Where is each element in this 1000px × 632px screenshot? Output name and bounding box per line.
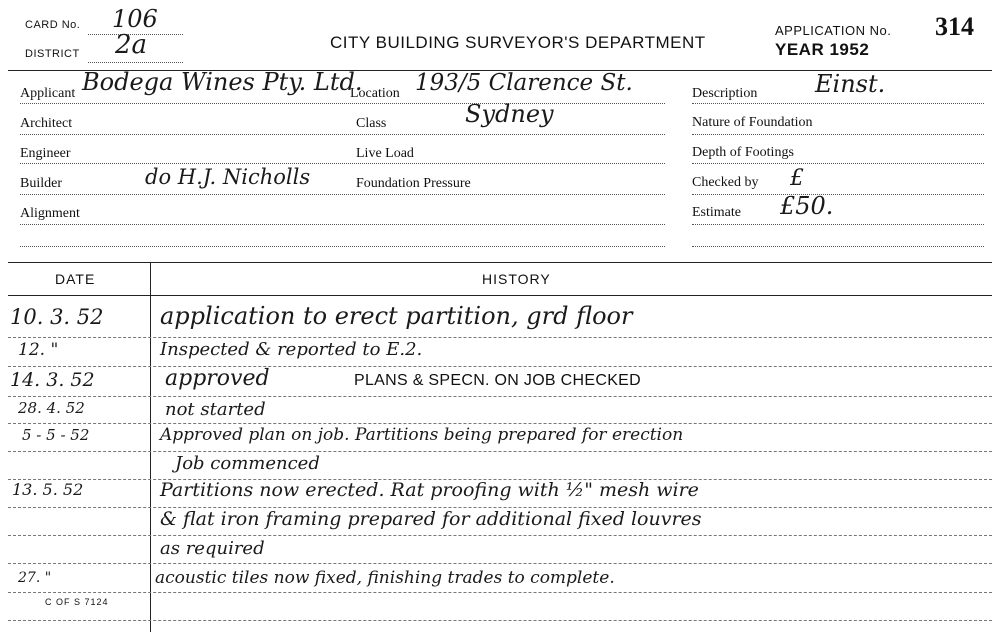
row-rule — [20, 103, 665, 104]
table-row-rule — [8, 620, 992, 621]
year-label: YEAR 1952 — [775, 40, 870, 59]
history-entry: as required — [160, 538, 265, 559]
history-date: 12. " — [18, 340, 59, 360]
table-row-rule — [8, 592, 992, 593]
history-entry: Inspected & reported to E.2. — [160, 339, 423, 360]
row-rule — [20, 224, 665, 225]
table-row-rule — [8, 451, 992, 452]
row-rule — [692, 103, 984, 104]
table-row-rule — [8, 396, 992, 397]
history-entry: Job commenced — [175, 453, 320, 474]
checked-stamp: PLANS & SPECN. ON JOB CHECKED — [354, 372, 641, 389]
table-header-divider — [8, 295, 992, 296]
row-rule — [20, 246, 665, 247]
engineer-label: Engineer — [20, 146, 71, 161]
history-date: 5 - 5 - 52 — [22, 426, 90, 444]
history-date: 14. 3. 52 — [10, 369, 95, 391]
row-rule — [20, 194, 665, 195]
row-rule — [692, 224, 984, 225]
history-date: 10. 3. 52 — [10, 305, 104, 329]
history-entry: Approved plan on job. Partitions being prepared for erection — [160, 425, 684, 445]
checked-by-label: Checked by — [692, 175, 759, 190]
table-top-border — [8, 262, 992, 263]
estimate-value: £50. — [780, 192, 834, 220]
table-row-rule — [8, 423, 992, 424]
location-label: Location — [350, 86, 400, 101]
alignment-label: Alignment — [20, 206, 80, 221]
history-entry: not started — [165, 399, 266, 420]
checked-by-value: £ — [790, 166, 804, 191]
table-row-rule — [8, 337, 992, 338]
department-title: CITY BUILDING SURVEYOR'S DEPARTMENT — [330, 33, 706, 52]
description-value: Einst. — [815, 70, 886, 98]
district-rule — [88, 62, 183, 63]
row-rule — [692, 163, 984, 164]
date-column-header: DATE — [55, 271, 96, 287]
row-rule — [20, 163, 665, 164]
row-rule — [692, 246, 984, 247]
estimate-label: Estimate — [692, 205, 741, 220]
history-date: 28. 4. 52 — [18, 399, 85, 417]
row-rule — [692, 134, 984, 135]
location-value: 193/5 Clarence St. — [415, 70, 633, 96]
row-rule — [20, 134, 665, 135]
history-column-header: HISTORY — [482, 271, 551, 287]
class-label: Class — [356, 116, 387, 131]
district-value: 2a — [115, 30, 148, 60]
application-number: 314 — [935, 12, 974, 41]
application-label: APPLICATION No. — [775, 23, 892, 38]
table-row-rule — [8, 366, 992, 367]
live-load-label: Live Load — [356, 146, 414, 161]
builder-value: do H.J. Nicholls — [145, 165, 311, 189]
applicant-value: Bodega Wines Pty. Ltd. — [82, 68, 363, 96]
card-no-label: CARD No. — [25, 19, 81, 31]
nature-label: Nature of Foundation — [692, 115, 813, 130]
history-date: 13. 5. 52 — [12, 480, 84, 499]
card-no-value: 106 — [112, 5, 158, 33]
depth-label: Depth of Footings — [692, 145, 794, 160]
class-value: Sydney — [465, 100, 554, 128]
history-entry: approved — [165, 366, 270, 391]
foundation-pressure-label: Foundation Pressure — [356, 176, 471, 191]
history-entry: acoustic tiles now fixed, finishing trades to complete. — [155, 568, 615, 588]
applicant-label: Applicant — [20, 86, 76, 101]
architect-label: Architect — [20, 116, 73, 131]
date-history-divider — [150, 262, 151, 632]
description-label: Description — [692, 86, 758, 101]
history-date: 27. " — [18, 570, 52, 586]
table-row-rule — [8, 563, 992, 564]
builder-label: Builder — [20, 176, 62, 191]
form-code: C OF S 7124 — [45, 597, 109, 607]
history-entry: Partitions now erected. Rat proofing with ½" mesh wire — [160, 479, 699, 501]
district-label: DISTRICT — [25, 48, 80, 60]
history-entry: application to erect partition, grd floor — [160, 302, 633, 330]
history-entry: & flat iron framing prepared for additional fixed louvres — [160, 508, 702, 530]
table-row-rule — [8, 535, 992, 536]
row-rule — [692, 194, 984, 195]
